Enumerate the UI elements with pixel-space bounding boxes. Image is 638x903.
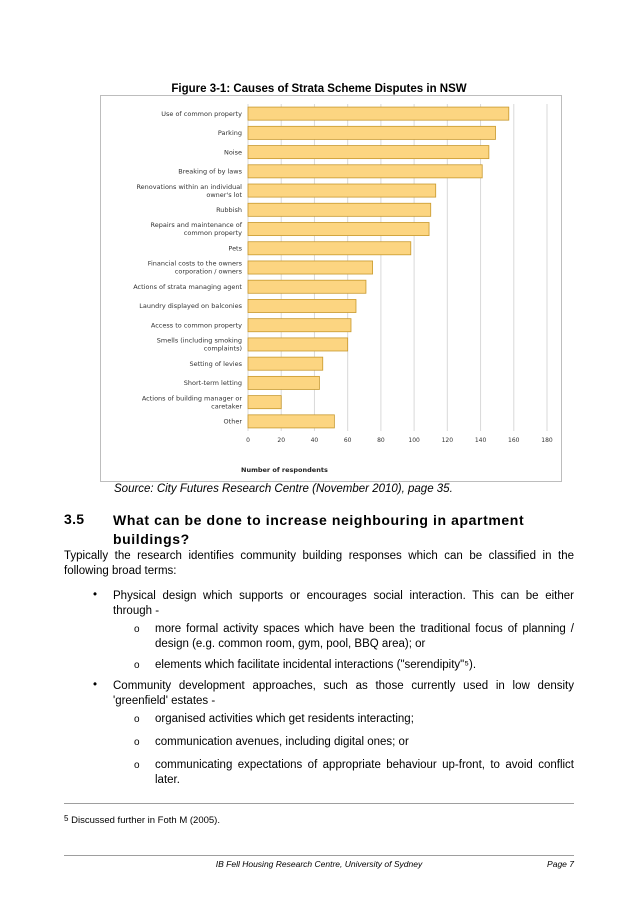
bullet-marker: • [93, 589, 98, 601]
sub-bullet-marker: o [134, 760, 140, 771]
x-tick-label: 80 [377, 437, 385, 444]
category-label: common property [183, 229, 242, 238]
category-label: owner's lot [206, 190, 242, 199]
category-label: complaints) [203, 344, 242, 353]
bar [248, 396, 281, 409]
footer-organisation: IB Fell Housing Research Centre, University of Sydney [215, 859, 423, 869]
sub-bullet-text: communication avenues, including digital ones; or [155, 736, 409, 748]
category-label: Use of common property [161, 109, 242, 118]
bar [248, 165, 482, 178]
intro-paragraph: Typically the research identifies community building responses which can be classified in the following broad terms: [64, 550, 574, 577]
page-number: Page 7 [547, 859, 574, 869]
x-axis-title: Number of respondents [241, 466, 328, 474]
x-tick-label: 60 [343, 437, 352, 444]
x-tick-label: 0 [246, 437, 250, 444]
x-tick-label: 140 [474, 437, 487, 444]
x-tick-label: 180 [541, 437, 553, 444]
x-tick-label: 40 [310, 437, 319, 444]
figure-caption: Figure 3-1: Causes of Strata Scheme Disputes in NSW [171, 83, 467, 95]
category-label: Rubbish [216, 205, 242, 214]
category-label: Laundry displayed on balconies [139, 302, 242, 311]
sub-bullet-marker: o [134, 624, 140, 635]
category-label: Pets [228, 244, 242, 253]
category-label: Repairs and maintenance of [150, 221, 242, 230]
bar [248, 415, 334, 428]
category-label: Renovations within an individual [136, 182, 242, 191]
sub-bullet-text: more formal activity spaces which have been the traditional focus of planning / design (e.g. common room, gym, pool, BBQ area); or [155, 623, 574, 650]
footnote [64, 815, 220, 826]
category-label: Financial costs to the owners [147, 259, 242, 268]
sub-bullet-marker: o [134, 714, 140, 725]
bar [248, 299, 356, 312]
section-number: 3.5 [64, 511, 85, 527]
sub-bullet-marker: o [134, 660, 140, 671]
category-label: Actions of building manager or [141, 394, 242, 403]
bullet-text: Community development approaches, such as those currently used in low density 'greenfield' estates - [113, 680, 574, 707]
bullet-text: Physical design which supports or encourages social interaction. This can be either through - [113, 590, 574, 617]
bar [248, 376, 319, 389]
footnote-number: 5 [64, 814, 69, 823]
chart-svg [101, 96, 561, 481]
x-tick-label: 160 [508, 437, 520, 444]
bar [248, 280, 366, 293]
category-label: Smells (including smoking [156, 336, 242, 345]
x-tick-label: 100 [408, 437, 420, 444]
figure-source: Source: City Futures Research Centre (November 2010), page 35. [114, 483, 453, 495]
sub-bullet-text: elements which facilitate incidental interactions ("serendipity"⁵). [155, 659, 477, 671]
footnote-divider [64, 803, 574, 804]
category-label: Noise [223, 148, 242, 157]
sub-bullet-text: communicating expectations of appropriate behaviour up-front, to avoid conflict later. [155, 759, 574, 786]
bar [248, 146, 489, 159]
bar [248, 203, 431, 216]
bar [248, 338, 348, 351]
sub-bullet-text: organised activities which get residents interacting; [155, 713, 414, 725]
category-label: corporation / owners [174, 267, 242, 276]
sub-bullet-marker: o [134, 737, 140, 748]
category-label: Parking [217, 129, 242, 138]
category-label: Short-term letting [183, 379, 242, 388]
category-label: Breaking of by laws [178, 167, 242, 176]
category-label: Actions of strata managing agent [133, 282, 242, 291]
x-tick-label: 120 [441, 437, 454, 444]
footer-divider [64, 855, 574, 856]
bar [248, 126, 496, 139]
category-label: Other [223, 417, 242, 426]
category-label: caretaker [211, 402, 242, 411]
footnote-text: Discussed further in Foth M (2005). [68, 815, 220, 826]
bar [248, 357, 323, 370]
x-tick-label: 20 [277, 437, 286, 444]
category-label: Setting of levies [189, 359, 242, 368]
category-label: Access to common property [150, 321, 242, 330]
bar [248, 107, 509, 120]
section-title: What can be done to increase neighbouring in apartment buildings? [113, 512, 525, 547]
bar-chart [100, 95, 562, 482]
bullet-marker: • [93, 679, 98, 691]
bar [248, 222, 429, 235]
bar [248, 242, 411, 255]
bar [248, 319, 351, 332]
bar [248, 184, 436, 197]
bar [248, 261, 373, 274]
